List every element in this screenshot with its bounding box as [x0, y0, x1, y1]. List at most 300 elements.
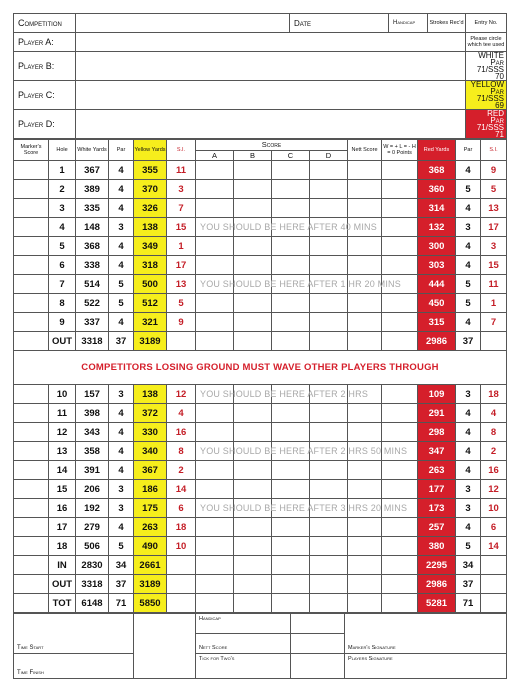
pace-note: YOU SHOULD BE HERE AFTER 2 HRS: [200, 389, 369, 399]
points-total[interactable]: [382, 575, 418, 594]
red-yards: 450: [418, 294, 456, 313]
score-d-cell[interactable]: [310, 237, 348, 256]
tee-white-name: WHITE: [478, 51, 504, 60]
red-par: 5: [456, 275, 481, 294]
yellow-total: 3189: [134, 332, 167, 351]
white-total: 2830: [76, 556, 109, 575]
col-red-yards: Red Yards: [418, 140, 456, 161]
score-c-cell[interactable]: [272, 537, 310, 556]
red-par-total: 37: [456, 332, 481, 351]
si-blank: [167, 332, 196, 351]
markers-score-cell[interactable]: [14, 442, 49, 461]
markers-score-cell[interactable]: [14, 237, 49, 256]
points-cell[interactable]: [382, 404, 418, 423]
entry-no-field[interactable]: Entry No.: [466, 14, 507, 33]
score-d-cell[interactable]: [310, 294, 348, 313]
score-a-cell[interactable]: [196, 313, 234, 332]
player-b-field[interactable]: [76, 52, 466, 81]
red-yards: 360: [418, 180, 456, 199]
nett-score-cell[interactable]: [348, 237, 382, 256]
tee-yellow[interactable]: [466, 81, 507, 110]
nett-score-cell[interactable]: [348, 404, 382, 423]
red-par: 4: [456, 423, 481, 442]
stroke-index: 9: [167, 313, 196, 332]
markers-total-cell[interactable]: [14, 575, 49, 594]
red-stroke-index: 7: [481, 313, 507, 332]
total-label: OUT: [49, 332, 76, 351]
score-d-cell[interactable]: [310, 180, 348, 199]
nett-score-cell[interactable]: [348, 537, 382, 556]
markers-total-cell[interactable]: [14, 594, 49, 613]
col-player-b: B: [234, 151, 272, 161]
markers-total-cell[interactable]: [14, 556, 49, 575]
white-yards: 343: [76, 423, 109, 442]
nett-total[interactable]: [348, 575, 382, 594]
score-c-total[interactable]: [272, 575, 310, 594]
markers-score-cell[interactable]: [14, 294, 49, 313]
white-total: 6148: [76, 594, 109, 613]
red-par: 3: [456, 218, 481, 237]
hole-number: 15: [49, 480, 76, 499]
markers-score-cell[interactable]: [14, 537, 49, 556]
nett-total[interactable]: [348, 332, 382, 351]
red-yards: 303: [418, 256, 456, 275]
nett-score-cell[interactable]: [348, 518, 382, 537]
red-stroke-index: 1: [481, 294, 507, 313]
pace-note: YOU SHOULD BE HERE AFTER 2 HRS 50 MINS: [200, 446, 408, 456]
points-cell[interactable]: [382, 199, 418, 218]
par: 5: [109, 275, 134, 294]
score-a-cell[interactable]: [196, 385, 369, 404]
players-signature-label[interactable]: Players Signature: [345, 654, 507, 679]
red-stroke-index: 6: [481, 518, 507, 537]
red-stroke-index: 18: [481, 385, 507, 404]
hole-row: [14, 180, 507, 199]
white-yards: 337: [76, 313, 109, 332]
nett-score-cell[interactable]: [348, 180, 382, 199]
red-stroke-index: 13: [481, 199, 507, 218]
score-b-cell[interactable]: [234, 256, 272, 275]
hole-row: [14, 461, 507, 480]
markers-score-cell[interactable]: [14, 423, 49, 442]
si-blank: [167, 556, 196, 575]
score-a-cell[interactable]: [196, 480, 234, 499]
score-a-cell[interactable]: [196, 218, 377, 237]
white-yards: 368: [76, 237, 109, 256]
score-b-cell[interactable]: [234, 518, 272, 537]
hole-number: 3: [49, 199, 76, 218]
nett-score-cell[interactable]: [348, 313, 382, 332]
red-par: 5: [456, 537, 481, 556]
hole-row: [14, 237, 507, 256]
par: 4: [109, 180, 134, 199]
red-yards: 132: [418, 218, 456, 237]
score-c-cell[interactable]: [272, 404, 310, 423]
nett-total[interactable]: [348, 556, 382, 575]
hole-row: [14, 518, 507, 537]
hole-row: [14, 423, 507, 442]
markers-score-cell[interactable]: [14, 518, 49, 537]
yellow-yards: 340: [134, 442, 167, 461]
red-par-total: 37: [456, 575, 481, 594]
red-par: 4: [456, 442, 481, 461]
red-stroke-index: 16: [481, 461, 507, 480]
score-b-cell[interactable]: [234, 404, 272, 423]
par-total: 71: [109, 594, 134, 613]
nett-score-field[interactable]: [291, 634, 345, 654]
score-b-total[interactable]: [234, 556, 272, 575]
hole-row: [14, 499, 507, 518]
red-par: 4: [456, 256, 481, 275]
red-stroke-index: 2: [481, 442, 507, 461]
points-cell[interactable]: [382, 218, 418, 237]
score-d-cell[interactable]: [310, 423, 348, 442]
par: 4: [109, 442, 134, 461]
hole-row: [14, 404, 507, 423]
hole-row: [14, 161, 507, 180]
score-b-cell[interactable]: [234, 237, 272, 256]
points-cell[interactable]: [382, 385, 418, 404]
score-b-cell[interactable]: [234, 423, 272, 442]
yellow-yards: 263: [134, 518, 167, 537]
tee-yellow-name: YELLOW: [470, 80, 504, 89]
score-b-cell[interactable]: [234, 161, 272, 180]
red-yards: 177: [418, 480, 456, 499]
par: 4: [109, 256, 134, 275]
markers-signature-label[interactable]: Marker's Signature: [345, 614, 507, 654]
handicap-field[interactable]: [291, 614, 345, 634]
stroke-index: 10: [167, 537, 196, 556]
score-c-cell[interactable]: [272, 423, 310, 442]
points-cell[interactable]: [382, 423, 418, 442]
white-yards: 391: [76, 461, 109, 480]
score-a-cell[interactable]: [196, 537, 234, 556]
hole-number: 13: [49, 442, 76, 461]
stroke-index: 7: [167, 199, 196, 218]
hole-row: [14, 218, 507, 237]
score-b-total[interactable]: [234, 332, 272, 351]
yellow-yards: 490: [134, 537, 167, 556]
score-a-cell[interactable]: [196, 499, 408, 518]
stroke-index: 12: [167, 385, 196, 404]
points-cell[interactable]: [382, 480, 418, 499]
col-player-c: C: [272, 151, 310, 161]
hole-number: 6: [49, 256, 76, 275]
yellow-yards: 367: [134, 461, 167, 480]
par-total: 34: [109, 556, 134, 575]
red-par: 4: [456, 161, 481, 180]
par: 5: [109, 537, 134, 556]
hole-number: 7: [49, 275, 76, 294]
col-si: S.I.: [167, 140, 196, 161]
score-c-total[interactable]: [272, 556, 310, 575]
score-a-cell[interactable]: [196, 161, 234, 180]
player-c-label: Player C:: [14, 81, 76, 110]
col-player-d: D: [310, 151, 348, 161]
score-a-total[interactable]: [196, 575, 234, 594]
tee-red[interactable]: [466, 110, 507, 139]
score-a-cell[interactable]: [196, 237, 234, 256]
red-yards: 314: [418, 199, 456, 218]
red-par: 4: [456, 461, 481, 480]
white-yards: 157: [76, 385, 109, 404]
par: 4: [109, 161, 134, 180]
time-block: [134, 614, 196, 679]
hole-number: 16: [49, 499, 76, 518]
points-total[interactable]: [382, 332, 418, 351]
markers-total-cell[interactable]: [14, 332, 49, 351]
total-label: IN: [49, 556, 76, 575]
yellow-yards: 370: [134, 180, 167, 199]
nett-score-cell[interactable]: [348, 480, 382, 499]
score-a-cell[interactable]: [196, 294, 234, 313]
score-d-total[interactable]: [310, 332, 348, 351]
points-cell[interactable]: [382, 237, 418, 256]
score-a-cell[interactable]: [196, 275, 401, 294]
yellow-yards: 512: [134, 294, 167, 313]
markers-score-cell[interactable]: [14, 180, 49, 199]
points-cell[interactable]: [382, 537, 418, 556]
nett-score-cell[interactable]: [348, 423, 382, 442]
scorecard: [13, 13, 506, 679]
score-a-total[interactable]: [196, 332, 234, 351]
points-cell[interactable]: [382, 161, 418, 180]
score-a-cell[interactable]: [196, 442, 408, 461]
red-par: 3: [456, 499, 481, 518]
stroke-index: 16: [167, 423, 196, 442]
hole-number: 5: [49, 237, 76, 256]
stroke-index: 14: [167, 480, 196, 499]
markers-score-cell[interactable]: [14, 275, 49, 294]
yellow-yards: 138: [134, 218, 167, 237]
handicap-field[interactable]: Handicap: [389, 14, 428, 33]
red-stroke-index: 11: [481, 275, 507, 294]
score-c-cell[interactable]: [272, 237, 310, 256]
score-a-cell[interactable]: [196, 518, 234, 537]
hole-number: 18: [49, 537, 76, 556]
tee-yellow-info: Par 71/SSS 69: [476, 87, 504, 110]
hole-number: 8: [49, 294, 76, 313]
nett-score-cell[interactable]: [348, 256, 382, 275]
score-a-cell[interactable]: [196, 256, 234, 275]
col-nett-score: Nett Score: [348, 140, 382, 161]
red-par: 4: [456, 237, 481, 256]
score-c-cell[interactable]: [272, 199, 310, 218]
red-si-blank: [481, 575, 507, 594]
hole-row: [14, 199, 507, 218]
red-si-blank: [481, 556, 507, 575]
par: 4: [109, 423, 134, 442]
red-stroke-index: 10: [481, 499, 507, 518]
player-c-field[interactable]: [76, 81, 466, 110]
tee-white[interactable]: [466, 52, 507, 81]
markers-score-cell[interactable]: [14, 480, 49, 499]
markers-score-cell[interactable]: [14, 199, 49, 218]
score-a-cell[interactable]: [196, 461, 234, 480]
score-d-cell[interactable]: [310, 518, 348, 537]
score-b-cell[interactable]: [234, 313, 272, 332]
white-yards: 367: [76, 161, 109, 180]
score-b-cell[interactable]: [234, 180, 272, 199]
nett-score-cell[interactable]: [348, 161, 382, 180]
nett-score-cell[interactable]: [348, 199, 382, 218]
player-d-field[interactable]: [76, 110, 466, 139]
score-d-total[interactable]: [310, 594, 348, 613]
competition-label: Competition: [14, 14, 76, 33]
hole-row: [14, 537, 507, 556]
score-d-cell[interactable]: [310, 404, 348, 423]
yellow-yards: 318: [134, 256, 167, 275]
score-b-cell[interactable]: [234, 199, 272, 218]
player-b-label: Player B:: [14, 52, 76, 81]
points-total[interactable]: [382, 556, 418, 575]
score-c-cell[interactable]: [272, 518, 310, 537]
markers-score-cell[interactable]: [14, 499, 49, 518]
red-total: 2986: [418, 332, 456, 351]
score-b-cell[interactable]: [234, 480, 272, 499]
red-par: 4: [456, 404, 481, 423]
score-d-cell[interactable]: [310, 313, 348, 332]
score-d-cell[interactable]: [310, 461, 348, 480]
score-c-total[interactable]: [272, 594, 310, 613]
score-d-cell[interactable]: [310, 480, 348, 499]
score-d-cell[interactable]: [310, 256, 348, 275]
hole-number: 11: [49, 404, 76, 423]
score-c-cell[interactable]: [272, 180, 310, 199]
stroke-index: 8: [167, 442, 196, 461]
stroke-index: 18: [167, 518, 196, 537]
par: 4: [109, 518, 134, 537]
tee-red-name: RED: [487, 109, 504, 118]
par: 4: [109, 461, 134, 480]
date-field[interactable]: Date: [290, 14, 389, 33]
red-yards: 315: [418, 313, 456, 332]
markers-score-cell[interactable]: [14, 404, 49, 423]
tick-twos-field[interactable]: [291, 654, 345, 679]
points-cell[interactable]: [382, 313, 418, 332]
points-cell[interactable]: [382, 461, 418, 480]
handicap-label: Handicap: [196, 614, 291, 634]
score-d-cell[interactable]: [310, 537, 348, 556]
strokes-recd-field[interactable]: Strokes Rec'd: [428, 14, 466, 33]
points-cell[interactable]: [382, 518, 418, 537]
tee-red-info: Par 71/SSS 71: [476, 116, 504, 139]
score-a-cell[interactable]: [196, 423, 234, 442]
markers-score-cell[interactable]: [14, 161, 49, 180]
yellow-total: 5850: [134, 594, 167, 613]
score-c-cell[interactable]: [272, 161, 310, 180]
score-a-cell[interactable]: [196, 404, 234, 423]
col-player-a: A: [196, 151, 234, 161]
points-cell[interactable]: [382, 256, 418, 275]
nett-score-cell[interactable]: [348, 294, 382, 313]
competition-field[interactable]: [76, 14, 290, 33]
points-total[interactable]: [382, 594, 418, 613]
par: 5: [109, 294, 134, 313]
markers-score-cell[interactable]: [14, 218, 49, 237]
nett-score-cell[interactable]: [348, 461, 382, 480]
score-a-cell[interactable]: [196, 180, 234, 199]
points-cell[interactable]: [382, 180, 418, 199]
red-yards: 380: [418, 537, 456, 556]
markers-score-cell[interactable]: [14, 313, 49, 332]
hole-number: 14: [49, 461, 76, 480]
score-a-cell[interactable]: [196, 199, 234, 218]
yellow-total: 2661: [134, 556, 167, 575]
score-b-total[interactable]: [234, 575, 272, 594]
yellow-yards: 175: [134, 499, 167, 518]
score-d-total[interactable]: [310, 556, 348, 575]
points-cell[interactable]: [382, 294, 418, 313]
score-table: [13, 139, 507, 613]
red-yards: 263: [418, 461, 456, 480]
col-markers-score: Marker's Score: [14, 140, 49, 161]
par: 3: [109, 480, 134, 499]
score-c-cell[interactable]: [272, 480, 310, 499]
par: 4: [109, 313, 134, 332]
pace-note: YOU SHOULD BE HERE AFTER 40 MINS: [200, 222, 377, 232]
nett-total[interactable]: [348, 594, 382, 613]
red-stroke-index: 12: [481, 480, 507, 499]
col-white-yards: White Yards: [76, 140, 109, 161]
markers-score-cell[interactable]: [14, 461, 49, 480]
white-yards: 279: [76, 518, 109, 537]
score-c-cell[interactable]: [272, 294, 310, 313]
score-d-cell[interactable]: [310, 199, 348, 218]
stroke-index: 11: [167, 161, 196, 180]
footer-table: [13, 613, 507, 679]
red-par-total: 71: [456, 594, 481, 613]
markers-score-cell[interactable]: [14, 385, 49, 404]
hole-number: 12: [49, 423, 76, 442]
si-blank: [167, 575, 196, 594]
player-a-field[interactable]: [76, 33, 466, 52]
time-finish-label: Time Finish: [14, 654, 134, 679]
yellow-yards: 330: [134, 423, 167, 442]
score-b-cell[interactable]: [234, 461, 272, 480]
hole-number: 1: [49, 161, 76, 180]
yellow-yards: 372: [134, 404, 167, 423]
score-b-cell[interactable]: [234, 294, 272, 313]
markers-score-cell[interactable]: [14, 256, 49, 275]
red-stroke-index: 3: [481, 237, 507, 256]
score-b-cell[interactable]: [234, 537, 272, 556]
col-yellow-yards: Yellow Yards: [134, 140, 167, 161]
score-d-cell[interactable]: [310, 161, 348, 180]
score-c-total[interactable]: [272, 332, 310, 351]
red-par: 5: [456, 294, 481, 313]
white-total: 3318: [76, 332, 109, 351]
hole-number: 4: [49, 218, 76, 237]
score-d-total[interactable]: [310, 575, 348, 594]
score-c-cell[interactable]: [272, 256, 310, 275]
yellow-yards: 349: [134, 237, 167, 256]
yellow-yards: 321: [134, 313, 167, 332]
score-a-total[interactable]: [196, 594, 234, 613]
score-c-cell[interactable]: [272, 461, 310, 480]
red-stroke-index: 9: [481, 161, 507, 180]
score-b-total[interactable]: [234, 594, 272, 613]
score-a-total[interactable]: [196, 556, 234, 575]
white-yards: 206: [76, 480, 109, 499]
red-par: 3: [456, 385, 481, 404]
red-stroke-index: 14: [481, 537, 507, 556]
total-row: [14, 556, 507, 575]
red-yards: 444: [418, 275, 456, 294]
nett-score-label: Nett Score: [196, 634, 291, 654]
score-c-cell[interactable]: [272, 313, 310, 332]
stroke-index: 1: [167, 237, 196, 256]
